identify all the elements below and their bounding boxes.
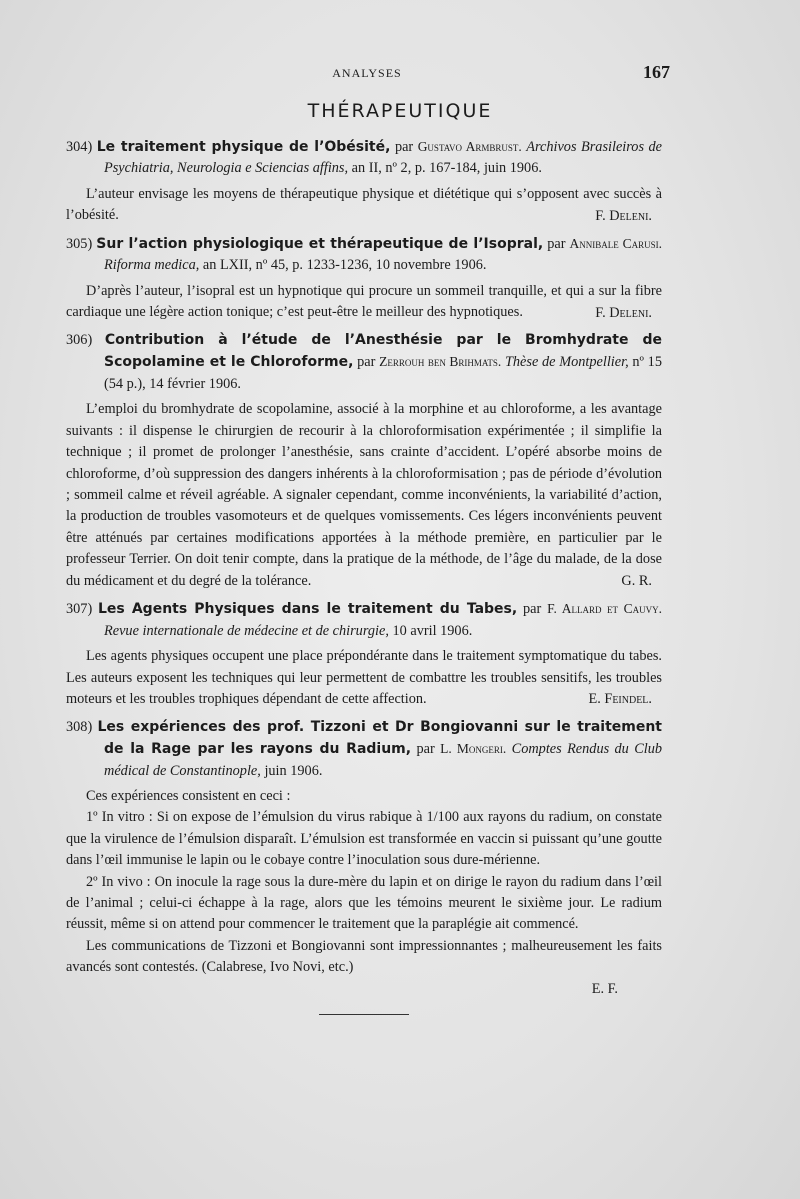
entry-source: Archivos Brasileiros de Psychiatria, Neurologia e Sciencias affins,	[104, 139, 662, 177]
entry-paragraph: Les communications de Tizzoni et Bongiovanni sont impressionnantes ; malheureusement les faits avancés sont contestés. (Calabrese, Ivo Novi, etc.)	[66, 937, 662, 976]
entry-paragraph: Les agents physiques occupent une place prépondérante dans le traitement symptomatique du tabes. Les auteurs exposent les techniques qui leur permettent de combattre les troubles sensitifs, les troubles moteurs et les troubles trophiques dépendant de cette affection.	[66, 648, 662, 707]
entry-heading	[66, 717, 662, 782]
entry-paragraph: 2º In vivo : On inocule la rage sous la dure-mère du lapin et on dirige le rayon du radium dans l’œil de l’animal ; celui-ci échappe à la rage, alors que les témoins meurent le sixième jour. Le radium réussit, même si on attend pour commencer le traitement que la paraplégie ait commencé.	[66, 873, 662, 933]
entry-by: par	[416, 741, 435, 758]
entry-by: par	[394, 139, 414, 155]
entry-source: Comptes Rendus du Club médical de Constantinople,	[104, 741, 663, 779]
entry-source-details: an LXII, nº 45, p. 1233-1236, 10 novembre 1906.	[202, 257, 487, 274]
entry-source-details: juin 1906.	[264, 762, 323, 779]
entry-signature: G. R.	[621, 572, 652, 589]
entry-source-details: 10 avril 1906.	[392, 622, 473, 639]
entry-author: Zerrouh ben Brihmats.	[379, 354, 502, 370]
entry-304	[66, 136, 662, 227]
entry-heading	[66, 233, 662, 277]
entry-signature: F. Deleni.	[595, 207, 652, 224]
entry-308	[66, 717, 662, 1000]
section-title: THÉRAPEUTIQUE	[307, 100, 493, 122]
entry-305	[66, 233, 662, 324]
entry-number: 307)	[66, 601, 93, 618]
entry-source: Riforma medica,	[104, 257, 200, 274]
entry-source: Thèse de Montpellier,	[504, 354, 629, 371]
entry-paragraph: Ces expériences consistent en ceci :	[86, 788, 291, 804]
article-list	[66, 130, 662, 1015]
running-head	[66, 62, 670, 86]
entry-307	[66, 598, 662, 710]
end-rule	[319, 1014, 409, 1015]
entry-by: par	[523, 601, 542, 618]
entry-source: Revue internationale de médecine et de chirurgie,	[104, 622, 389, 639]
entry-306	[66, 330, 662, 592]
entry-source-details: an II, nº 2, p. 167-184, juin 1906.	[351, 160, 542, 177]
entry-paragraph: L’emploi du bromhydrate de scopolamine, associé à la morphine et au chloroforme, a les avantage suivants : il dispense le chirurgien de recourir à la chloroformisation expérimentée ; il simplifie la technique ; il promet de prolonger l’anesthésie, sans crainte d’accident. L’opéré absorbe moins de chloroforme, d’où suppression des dangers inhérents à la chloroformisation ; pas de période d’évolution ; sommeil calme et réveil agréable. A signaler cependant, comme inconvénients, la variabilité d’action, la production de troubles vasomoteurs et de quelques vomissements. Ces légers inconvénients peuvent être atténués par certaines modifications apportées à la méthode première, en particulier par le professeur Terrier. On doit tenir compte, dans la pratique de la méthode, de l’âge du malade, de la dose du médicament et du degré de la tolérance.	[66, 401, 662, 589]
entry-title: Les expériences des prof. Tizzoni et Dr Bongiovanni sur le traitement de la Rage par les rayons du Radium,	[97, 718, 663, 758]
entry-paragraph: D’après l’auteur, l’isopral est un hypnotique qui procure un sommeil tranquille, et qui a sur la fibre cardiaque une légère action tonique; c’est peut-être le meilleur des hypnotiques.	[66, 282, 662, 321]
entry-signature: E. Feindel.	[588, 691, 652, 708]
entry-title: Le traitement physique de l’Obésité,	[96, 139, 391, 155]
page-number: 167	[643, 62, 670, 82]
entry-signature: F. Deleni.	[595, 304, 652, 321]
entry-number: 305)	[66, 236, 93, 253]
entry-heading	[66, 136, 662, 180]
entry-heading	[66, 330, 662, 395]
entry-by: par	[357, 354, 376, 371]
entry-author: Annibale Carusi.	[569, 236, 663, 252]
entry-by: par	[547, 236, 566, 253]
entry-source-details: nº 15 (54 p.), 14 février 1906.	[104, 354, 662, 392]
entry-signature: E. F.	[591, 980, 618, 997]
entry-number: 304)	[66, 139, 93, 155]
entry-title: Les Agents Physiques dans le traitement du Tabes,	[98, 601, 518, 618]
entry-title: Contribution à l’étude de l’Anesthésie par le Bromhydrate de Scopolamine et le Chloroforme,	[104, 332, 662, 371]
entry-heading	[66, 598, 662, 642]
entry-author: L. Mongeri.	[440, 741, 507, 757]
entry-number: 306)	[66, 332, 93, 349]
entry-author: Gustavo Armbrust.	[417, 139, 522, 154]
entry-paragraph: L’auteur envisage les moyens de thérapeutique physique et diététique qui s’opposent avec succès à l’obésité.	[66, 185, 662, 224]
entry-paragraph: 1º In vitro : Si on expose de l’émulsion du virus rabique à 1/100 aux rayons du radium, on constate que la virulence de l’émulsion disparaît. L’émulsion est transformée en vaccin si puissant qu’une goutte dans l’œil immunise le lapin ou le cobaye contre l’inoculation sous dure-mérienne.	[66, 809, 662, 869]
entry-number: 308)	[66, 718, 93, 735]
entry-author: F. Allard et Cauvy.	[547, 601, 663, 617]
running-head-title: ANALYSES	[332, 66, 402, 80]
entry-title: Sur l’action physiologique et thérapeutique de l’Isopral,	[96, 236, 544, 253]
